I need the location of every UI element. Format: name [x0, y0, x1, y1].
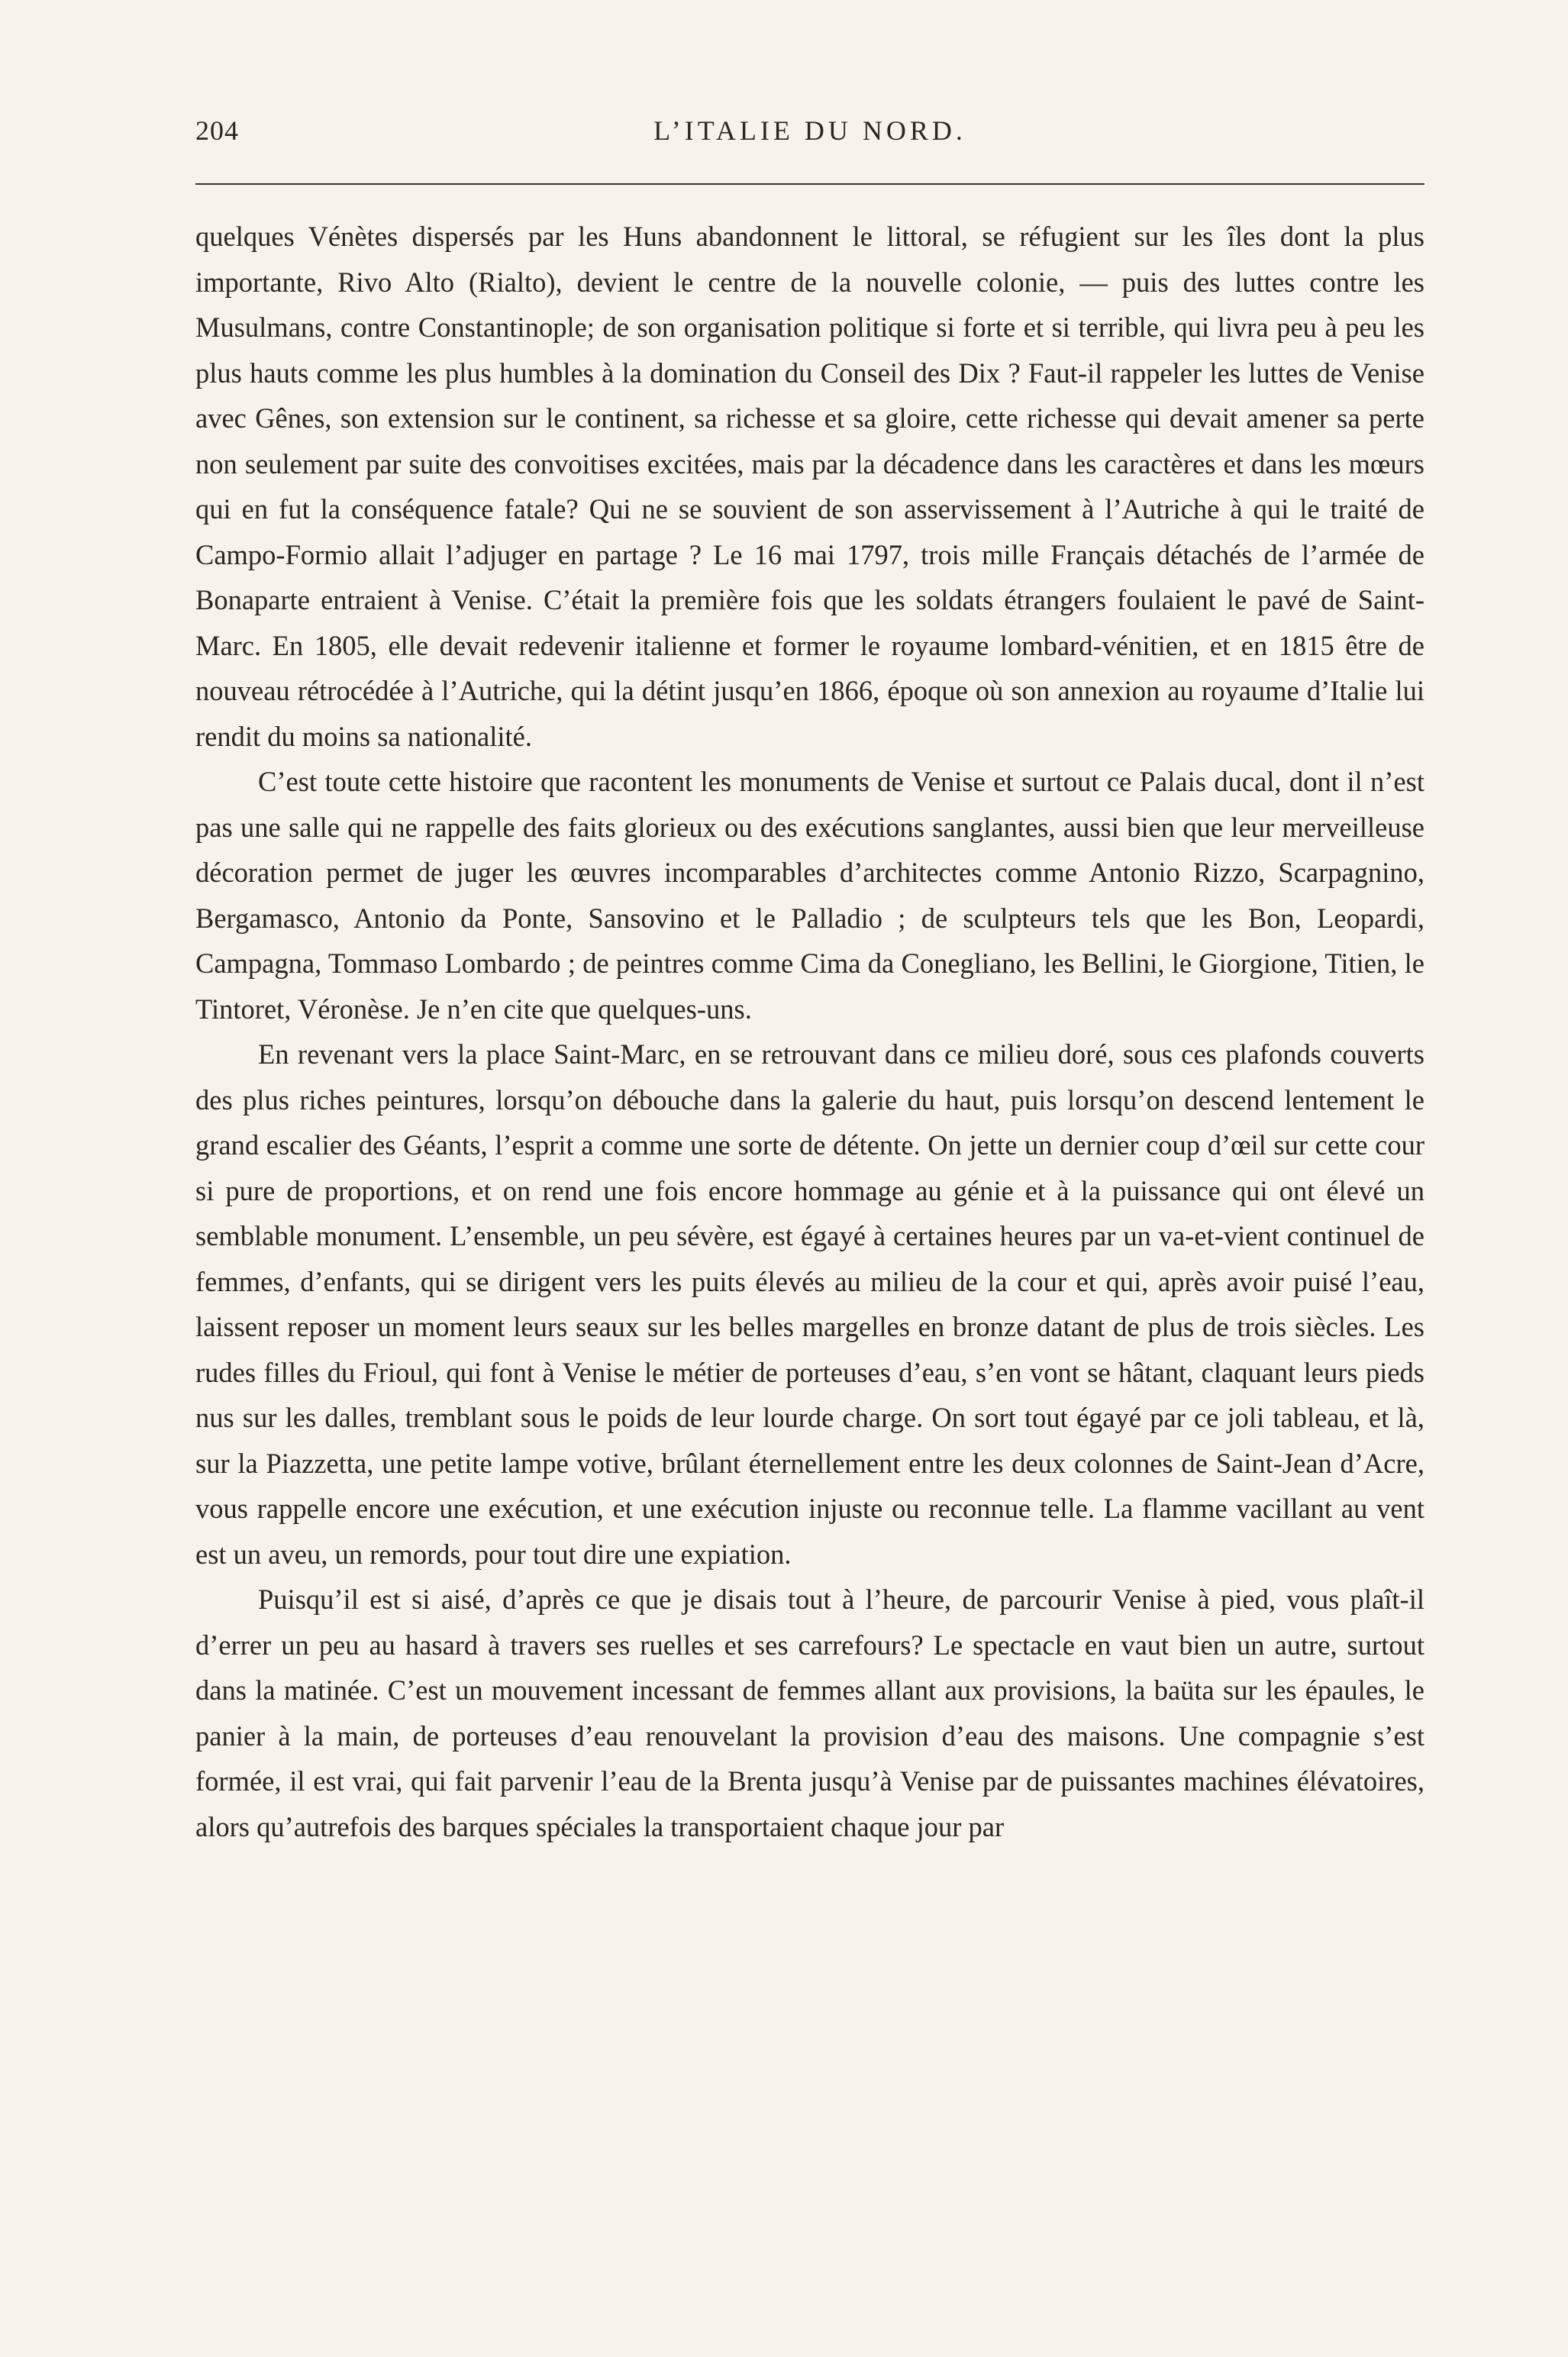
running-head	[195, 115, 1424, 160]
paragraph-3: En revenant vers la place Saint-Marc, en se retrouvant dans ce milieu doré, sous ces plafonds couverts des plus riches peintures, lorsqu’on débouche dans la galerie du haut, puis lorsqu’on descend lentement le grand escalier des Géants, l’esprit a comme une sorte de détente. On jette un dernier coup d’œil sur cette cour si pure de proportions, et on rend une fois encore hommage au génie et à la puissance qui ont élevé un semblable monument. L’ensemble, un peu sévère, est égayé à certaines heures par un va-et-vient continuel de femmes, d’enfants, qui se dirigent vers les puits élevés au milieu de la cour et qui, après avoir puisé l’eau, laissent reposer un moment leurs seaux sur les belles margelles en bronze datant de plus de trois siècles. Les rudes filles du Frioul, qui font à Venise le métier de porteuses d’eau, s’en vont se hâtant, claquant leurs pieds nus sur les dalles, tremblant sous le poids de leur lourde charge. On sort tout égayé par ce joli tableau, et là, sur la Piazzetta, une petite lampe votive, brûlant éternellement entre les deux colonnes de Saint-Jean d’Acre, vous rappelle encore une exécution, et une exécution injuste ou reconnue telle. La flamme vacillant au vent est un aveu, un remords, pour tout dire une expiation.	[195, 1038, 1424, 1570]
paragraph-1: quelques Vénètes dispersés par les Huns abandonnent le littoral, se réfugient sur les îles dont la plus importante, Rivo Alto (Rialto), devient le centre de la nouvelle colonie, — puis des luttes contre les Musulmans, contre Constantinople; de son organisation politique si forte et si terrible, qui livra peu à peu les plus hauts comme les plus humbles à la domination du Conseil des Dix ? Faut-il rappeler les luttes de Venise avec Gênes, son extension sur le continent, sa richesse et sa gloire, cette richesse qui devait amener sa perte non seulement par suite des convoitises excitées, mais par la décadence dans les caractères et dans les mœurs qui en fut la conséquence fatale? Qui ne se souvient de son asservissement à l’Autriche à qui le traité de Campo-Formio allait l’adjuger en partage ? Le 16 mai 1797, trois mille Français détachés de l’armée de Bonaparte entraient à Venise. C’était la première fois que les soldats étrangers foulaient le pavé de Saint-Marc. En 1805, elle devait redevenir italienne et former le royaume lombard-vénitien, et en 1815 être de nouveau rétrocédée à l’Autriche, qui la détint jusqu’en 1866, époque où son annexion au royaume d’Italie lui rendit du moins sa nationalité.	[195, 221, 1424, 752]
page-number: 204	[195, 115, 239, 146]
running-title: L’ITALIE DU NORD.	[653, 115, 966, 146]
paragraph-2: C’est toute cette histoire que racontent les monuments de Venise et surtout ce Palais ducal, dont il n’est pas une salle qui ne rappelle des faits glorieux ou des exécutions sanglantes, aussi bien que leur merveilleuse décoration permet de juger les œuvres incomparables d’architectes comme Antonio Rizzo, Scarpagnino, Bergamasco, Antonio da Ponte, Sansovino et le Palladio ; de sculpteurs tels que les Bon, Leopardi, Campagna, Tommaso Lombardo ; de peintres comme Cima da Conegliano, les Bellini, le Giorgione, Titien, le Tintoret, Véronèse. Je n’en cite que quelques-uns.	[195, 766, 1424, 1025]
paragraph-4: Puisqu’il est si aisé, d’après ce que je disais tout à l’heure, de parcourir Venise à pied, vous plaît-il d’errer un peu au hasard à travers ses ruelles et ses carrefours? Le spectacle en vaut bien un autre, surtout dans la matinée. C’est un mouvement incessant de femmes allant aux provisions, la baüta sur les épaules, le panier à la main, de porteuses d’eau renouvelant la provision d’eau des maisons. Une compagnie s’est formée, il est vrai, qui fait parvenir l’eau de la Brenta jusqu’à Venise par de puissantes machines élévatoires, alors qu’autrefois des barques spéciales la transportaient chaque jour par	[195, 1584, 1424, 1842]
header-rule	[195, 183, 1424, 185]
body-text	[195, 214, 1424, 1849]
